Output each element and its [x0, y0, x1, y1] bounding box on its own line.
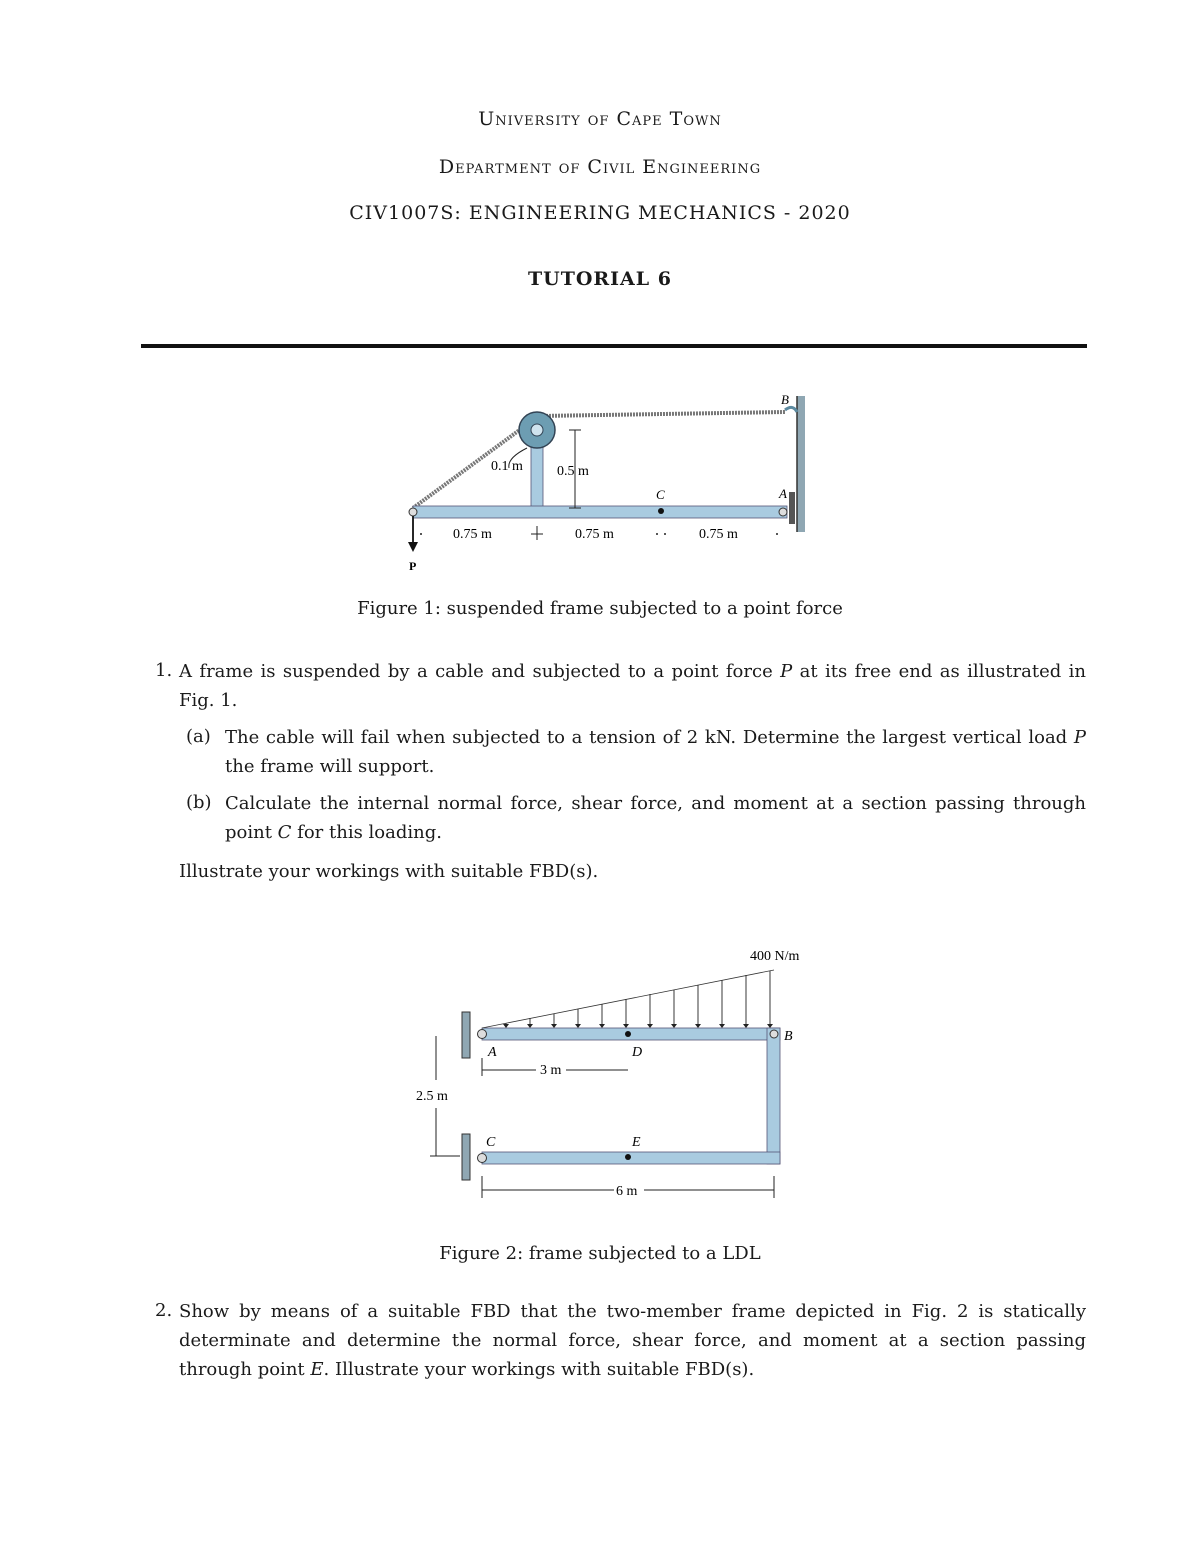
label-height: 0.5 m [557, 464, 589, 479]
q1-closing: Illustrate your workings with suitable FBD(s). [179, 861, 599, 882]
label-span-1: 0.75 m [453, 527, 492, 542]
q1a-label: (a) [186, 726, 211, 747]
point-d-marker [625, 1031, 631, 1037]
point-c-marker [658, 508, 664, 514]
q1a-text: The cable will fail when subjected to a tension of 2 kN. Determine the largest vertical load P the frame will support. [225, 727, 1086, 777]
label-c: C [656, 487, 665, 502]
q1-text: A frame is suspended by a cable and subjected to a point force P at its free end as illustrated in Fig. 1. [179, 661, 1087, 711]
label-d: D [632, 1045, 643, 1060]
label-e: E [632, 1135, 641, 1150]
label-b: B [784, 1029, 793, 1044]
dim-tick-2 [656, 533, 658, 535]
q1b-label: (b) [186, 792, 212, 813]
university-title: University of Cape Town [478, 108, 722, 130]
figure-1-caption: Figure 1: suspended frame subjected to a point force [357, 598, 843, 619]
pin-c [478, 1154, 487, 1163]
horizontal-beam [413, 506, 787, 518]
cable-top [540, 412, 785, 416]
label-dim-6m: 6 m [616, 1184, 638, 1199]
label-dim-3m: 3 m [540, 1063, 562, 1078]
q2-number: 2. [155, 1300, 173, 1321]
q2-text: Show by means of a suitable FBD that the two-member frame depicted in Fig. 2 is statically determinate and determine the normal force, shear force, and moment at a section passing through point E. Illustrate your workings with suitable FBD(s). [179, 1301, 1086, 1380]
label-b: B [781, 392, 789, 407]
load-envelope [482, 970, 774, 1028]
label-span-2: 0.75 m [575, 527, 614, 542]
q1b-text: Calculate the internal normal force, shear force, and moment at a section passing through point C for this loading. [225, 793, 1086, 843]
tutorial-title: TUTORIAL 6 [527, 268, 672, 290]
point-e-marker [625, 1154, 631, 1160]
course-title: CIV1007S: ENGINEERING MECHANICS - 2020 [349, 202, 851, 224]
label-p: P [409, 559, 417, 573]
label-span-3: 0.75 m [699, 527, 738, 542]
member-ce [482, 1152, 780, 1164]
pin-end [409, 508, 417, 516]
wall-support [797, 396, 805, 532]
label-a: A [488, 1045, 497, 1060]
pin-a [478, 1030, 487, 1039]
label-dim-25m: 2.5 m [416, 1089, 448, 1104]
label-c: C [486, 1135, 496, 1150]
load-arrows [506, 971, 770, 1027]
figure-2-caption: Figure 2: frame subjected to a LDL [439, 1243, 761, 1264]
label-load: 400 N/m [750, 949, 800, 964]
member-b-vertical [767, 1028, 780, 1164]
figure-2-diagram [410, 940, 830, 1210]
hook-b [785, 407, 797, 412]
pin-b [770, 1030, 778, 1038]
pin-a [779, 508, 787, 516]
q1-number: 1. [155, 660, 173, 681]
label-radius: 0.1 m [491, 459, 523, 474]
label-a: A [779, 486, 787, 501]
pin-bracket [789, 492, 795, 524]
figure-1-diagram [395, 388, 825, 578]
support-c [462, 1134, 470, 1180]
support-a [462, 1012, 470, 1058]
header-divider [141, 344, 1087, 348]
department-title: Department of Civil Engineering [438, 156, 762, 178]
